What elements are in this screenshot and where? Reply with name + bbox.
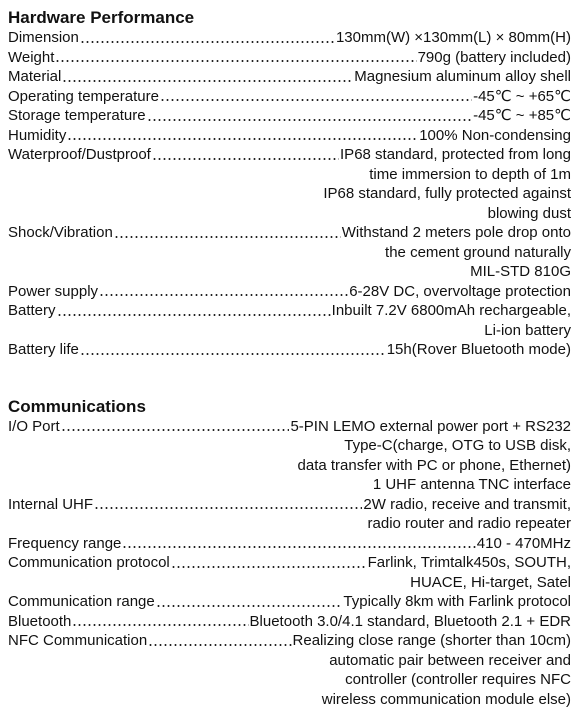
dot-leader — [57, 313, 331, 317]
spec-label: Storage temperature — [8, 107, 146, 124]
dot-leader — [114, 235, 341, 239]
spec-label: Frequency range — [8, 534, 122, 552]
spec-label: Communication range — [8, 593, 155, 610]
spec-label: I/O Port — [8, 417, 60, 435]
spec-row — [8, 631, 571, 651]
spec-row — [8, 417, 571, 437]
spec-label: Weight — [8, 48, 55, 66]
spec-value: Farlink, Trimtalk450s, SOUTH, — [367, 554, 571, 571]
spec-value-continuation: HUACE, Hi-target, Satel — [410, 573, 571, 591]
section-spacer — [8, 360, 571, 396]
spec-row — [8, 223, 571, 243]
spec-value: IP68 standard, protected from long — [340, 146, 571, 163]
spec-value-continuation: wireless communication module else) — [321, 690, 571, 708]
spec-value: Realizing close range (shorter than 10cm) — [292, 632, 571, 649]
communications-section-title: Communications — [8, 396, 146, 416]
hardware-spec-list — [8, 28, 571, 360]
dot-leader — [147, 118, 473, 122]
dot-leader — [61, 428, 290, 432]
spec-row — [8, 126, 571, 146]
spec-sheet — [8, 7, 571, 709]
spec-label: Dimension — [8, 29, 79, 46]
hardware-section-title: Hardware Performance — [8, 8, 195, 27]
spec-row — [8, 495, 571, 515]
spec-value: Withstand 2 meters pole drop onto — [341, 224, 571, 241]
spec-row — [8, 106, 571, 126]
spec-value-continuation: Li-ion battery — [484, 321, 571, 339]
spec-value: 130mm(W) ×130mm(L) × 80mm(H) — [335, 29, 571, 46]
spec-value-continuation: time immersion to depth of 1m — [369, 165, 571, 183]
spec-row — [8, 340, 571, 360]
spec-row — [8, 612, 571, 632]
spec-label: Communication protocol — [8, 554, 170, 571]
spec-label: Battery — [8, 302, 56, 319]
spec-label: Internal UHF — [8, 495, 94, 513]
spec-value-continuation: blowing dust — [487, 204, 571, 222]
spec-label: Battery life — [8, 341, 79, 358]
spec-label: NFC Communication — [8, 632, 148, 649]
spec-row — [8, 28, 571, 48]
spec-value-continuation: automatic pair between receiver and — [329, 651, 571, 669]
spec-row — [8, 301, 571, 321]
spec-value-continuation: IP68 standard, fully protected against — [323, 185, 571, 202]
spec-value: 6-28V DC, overvoltage protection — [349, 282, 571, 300]
spec-row — [8, 592, 571, 612]
spec-row — [8, 282, 571, 302]
spec-label: Bluetooth — [8, 612, 72, 630]
spec-row — [8, 534, 571, 554]
spec-value: Bluetooth 3.0/4.1 standard, Bluetooth 2.1 + EDR — [249, 612, 571, 630]
dot-leader — [122, 545, 475, 549]
dot-leader — [171, 565, 367, 569]
spec-value: 410 - 470MHz — [476, 534, 571, 552]
spec-value: Typically 8km with Farlink protocol — [343, 593, 571, 610]
spec-label: Humidity — [8, 126, 67, 144]
dot-leader — [67, 137, 418, 141]
spec-row — [8, 67, 571, 87]
spec-value-continuation: 1 UHF antenna TNC interface — [372, 476, 571, 493]
spec-value: 15h(Rover Bluetooth mode) — [386, 341, 571, 358]
spec-value: 100% Non-condensing — [419, 126, 571, 144]
spec-value-continuation: the cement ground naturally — [385, 243, 571, 261]
spec-value-continuation: Type-C(charge, OTG to USB disk, — [344, 437, 571, 454]
dot-leader — [55, 59, 416, 63]
spec-label: Power supply — [8, 282, 99, 300]
spec-label: Waterproof/Dustproof — [8, 146, 151, 163]
spec-label: Shock/Vibration — [8, 224, 113, 241]
spec-value: -45℃ ~ +65℃ — [473, 87, 571, 105]
dot-leader — [148, 643, 291, 647]
spec-label: Operating temperature — [8, 87, 159, 105]
dot-leader — [72, 623, 248, 627]
spec-value-continuation: MIL-STD 810G — [470, 263, 571, 280]
spec-row — [8, 48, 571, 68]
dot-leader — [152, 157, 339, 161]
spec-row — [8, 87, 571, 107]
spec-label: Material — [8, 68, 62, 85]
dot-leader — [94, 506, 362, 510]
spec-row — [8, 145, 571, 165]
spec-value-continuation: controller (controller requires NFC — [345, 671, 571, 688]
spec-value: 2W radio, receive and transmit, — [363, 495, 571, 513]
spec-value: -45℃ ~ +85℃ — [473, 107, 571, 124]
dot-leader — [80, 352, 386, 356]
spec-row — [8, 553, 571, 573]
spec-value: Inbuilt 7.2V 6800mAh rechargeable, — [331, 302, 571, 319]
dot-leader — [156, 604, 343, 608]
spec-value: 790g (battery included) — [417, 48, 571, 66]
spec-value: 5-PIN LEMO external power port + RS232 — [290, 417, 571, 435]
dot-leader — [80, 40, 335, 44]
dot-leader — [99, 293, 348, 297]
spec-value-continuation: data transfer with PC or phone, Ethernet) — [297, 456, 571, 474]
dot-leader — [160, 98, 472, 102]
spec-value: Magnesium aluminum alloy shell — [354, 68, 571, 85]
dot-leader — [62, 79, 353, 83]
communications-spec-list — [8, 417, 571, 710]
spec-value-continuation: radio router and radio repeater — [367, 515, 571, 532]
